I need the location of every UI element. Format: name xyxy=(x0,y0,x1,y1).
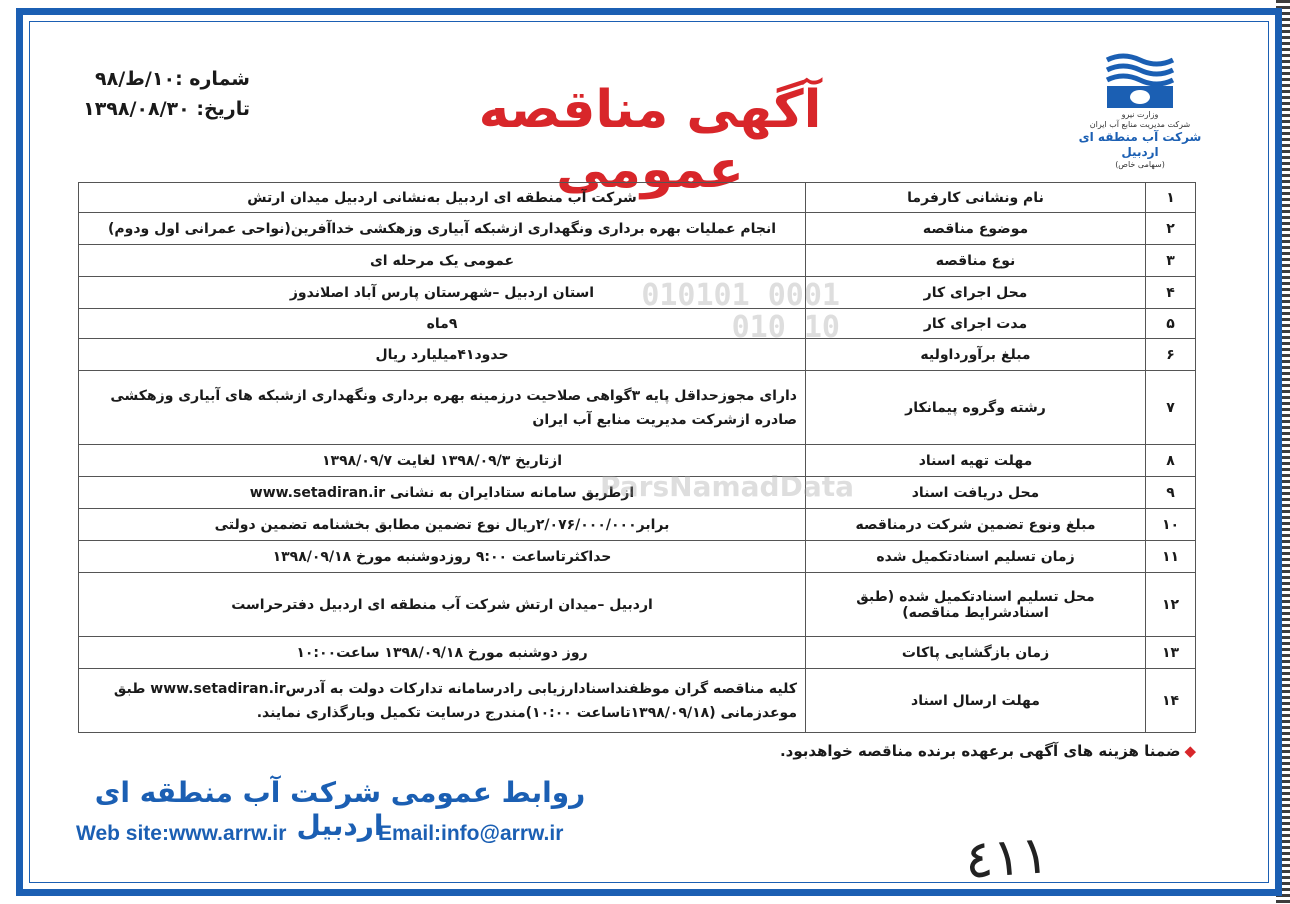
table-row xyxy=(79,477,1196,509)
row-value: حدود۴۱میلیارد ریال xyxy=(79,339,806,371)
footer-email[interactable]: Email:info@arrw.ir xyxy=(378,822,564,845)
row-number: ۱ xyxy=(1146,183,1196,213)
row-label: مبلغ برآورداولیه xyxy=(806,339,1146,371)
row-label: مهلت ارسال اسناد xyxy=(806,669,1146,733)
row-value: ازطریق سامانه ستادایران به نشانی www.setadiran.ir xyxy=(79,477,806,509)
row-value: استان اردبیل –شهرستان پارس آباد اصلاندوز xyxy=(79,277,806,309)
row-label: موضوع مناقصه xyxy=(806,213,1146,245)
handwritten-number: ٤١١ xyxy=(963,825,1051,891)
row-label: محل دریافت اسناد xyxy=(806,477,1146,509)
row-number: ۴ xyxy=(1146,277,1196,309)
table-row xyxy=(79,277,1196,309)
row-number: ۲ xyxy=(1146,213,1196,245)
reference-date: تاریخ: ۱۳۹۸/۰۸/۳۰ xyxy=(83,98,250,120)
row-label: نام ونشانی کارفرما xyxy=(806,183,1146,213)
row-value: ازتاریخ ۱۳۹۸/۰۹/۳ لغایت ۱۳۹۸/۰۹/۷ xyxy=(79,445,806,477)
row-number: ۱۳ xyxy=(1146,637,1196,669)
logo-ministry: وزارت نیرو xyxy=(1121,110,1159,119)
row-label: محل تسلیم اسنادتکمیل شده (طبق اسنادشرایط مناقصه) xyxy=(806,573,1146,637)
row-value: ۹ماه xyxy=(79,309,806,339)
reference-block xyxy=(60,64,250,124)
row-label: رشته وگروه پیمانکار xyxy=(806,371,1146,445)
row-label: مدت اجرای کار xyxy=(806,309,1146,339)
row-number: ۸ xyxy=(1146,445,1196,477)
table-row xyxy=(79,213,1196,245)
row-label: محل اجرای کار xyxy=(806,277,1146,309)
row-label: زمان تسلیم اسنادتکمیل شده xyxy=(806,541,1146,573)
row-number: ۱۴ xyxy=(1146,669,1196,733)
table-row xyxy=(79,371,1196,445)
table-row xyxy=(79,183,1196,213)
row-label: مهلت تهیه اسناد xyxy=(806,445,1146,477)
row-number: ۱۰ xyxy=(1146,509,1196,541)
diamond-bullet-icon: ◆ xyxy=(1184,742,1196,760)
advert-cost-note-text: ضمنا هزینه های آگهی برعهده برنده مناقصه خواهدبود. xyxy=(779,742,1181,760)
row-label: زمان بازگشایی پاکات xyxy=(806,637,1146,669)
row-label: مبلغ ونوع تضمین شرکت درمناقصه xyxy=(806,509,1146,541)
row-number: ۷ xyxy=(1146,371,1196,445)
reference-number: شماره :۱۰/ط/۹۸ xyxy=(95,68,250,90)
row-value: کلیه مناقصه گران موظفنداسنادارزیابی رادرسامانه تدارکات دولت به آدرسwww.setadiran.ir طبق موعدزمانی (۱۳۹۸/۰۹/۱۸تاساعت ۱۰:۰۰)مندرج درسایت تکمیل وبارگذاری نمایند. xyxy=(79,669,806,733)
footer-public-relations: روابط عمومی شرکت آب منطقه ای اردبیل xyxy=(94,776,586,842)
watermark-brand: ParsNamadData xyxy=(600,470,854,503)
logo-parent-company: شرکت مدیریت منابع آب ایران xyxy=(1089,120,1191,129)
table-row xyxy=(79,245,1196,277)
company-logo xyxy=(1060,48,1220,178)
table-row xyxy=(79,637,1196,669)
tender-details-table xyxy=(78,182,1196,733)
row-value: شرکت آب منطقه ای اردبیل بەنشانی اردبیل میدان ارتش xyxy=(79,183,806,213)
row-value: روز دوشنبه مورخ ۱۳۹۸/۰۹/۱۸ ساعت۱۰:۰۰ xyxy=(79,637,806,669)
table-row xyxy=(79,669,1196,733)
row-number: ۱۲ xyxy=(1146,573,1196,637)
notice-title: آگهی مناقصه عمومی xyxy=(478,80,822,200)
row-label: نوع مناقصه xyxy=(806,245,1146,277)
advert-cost-note xyxy=(720,742,1196,760)
water-drop-logo-icon xyxy=(1105,48,1175,110)
row-value: دارای مجوزحداقل پایه ۳گواهی صلاحیت درزمینه بهره برداری ونگهداری ازشبکه های آبیاری وزهکشی صادره ازشرکت مدیریت منابع آب ایران xyxy=(79,371,806,445)
table-row xyxy=(79,339,1196,371)
row-number: ۱۱ xyxy=(1146,541,1196,573)
row-value: عمومی یک مرحله ای xyxy=(79,245,806,277)
table-row xyxy=(79,573,1196,637)
table-row xyxy=(79,309,1196,339)
logo-company-name: شرکت آب منطقه ای اردبیل xyxy=(1078,130,1202,159)
table-row xyxy=(79,445,1196,477)
row-value: اردبیل –میدان ارتش شرکت آب منطقه ای اردبیل دفترحراست xyxy=(79,573,806,637)
row-value: حداکثرتاساعت ۹:۰۰ روزدوشنبه مورخ ۱۳۹۸/۰۹/۱۸ xyxy=(79,541,806,573)
row-number: ۶ xyxy=(1146,339,1196,371)
row-number: ۹ xyxy=(1146,477,1196,509)
row-value: انجام عملیات بهره برداری ونگهداری ازشبکه آبیاری وزهکشی خداآفرین(نواحی عمرانی اول ودوم) xyxy=(79,213,806,245)
row-number: ۵ xyxy=(1146,309,1196,339)
row-number: ۳ xyxy=(1146,245,1196,277)
table-row xyxy=(79,541,1196,573)
logo-company-type: (سهامی خاص) xyxy=(1115,160,1165,169)
watermark-digits: 010101 0001 010 10 xyxy=(641,278,840,345)
table-row xyxy=(79,509,1196,541)
footer-website[interactable]: Web site:www.arrw.ir xyxy=(76,822,287,845)
row-value: برابر۲/۰۷۶/۰۰۰/۰۰۰ریال نوع تضمین مطابق بخشنامه تضمین دولتی xyxy=(79,509,806,541)
